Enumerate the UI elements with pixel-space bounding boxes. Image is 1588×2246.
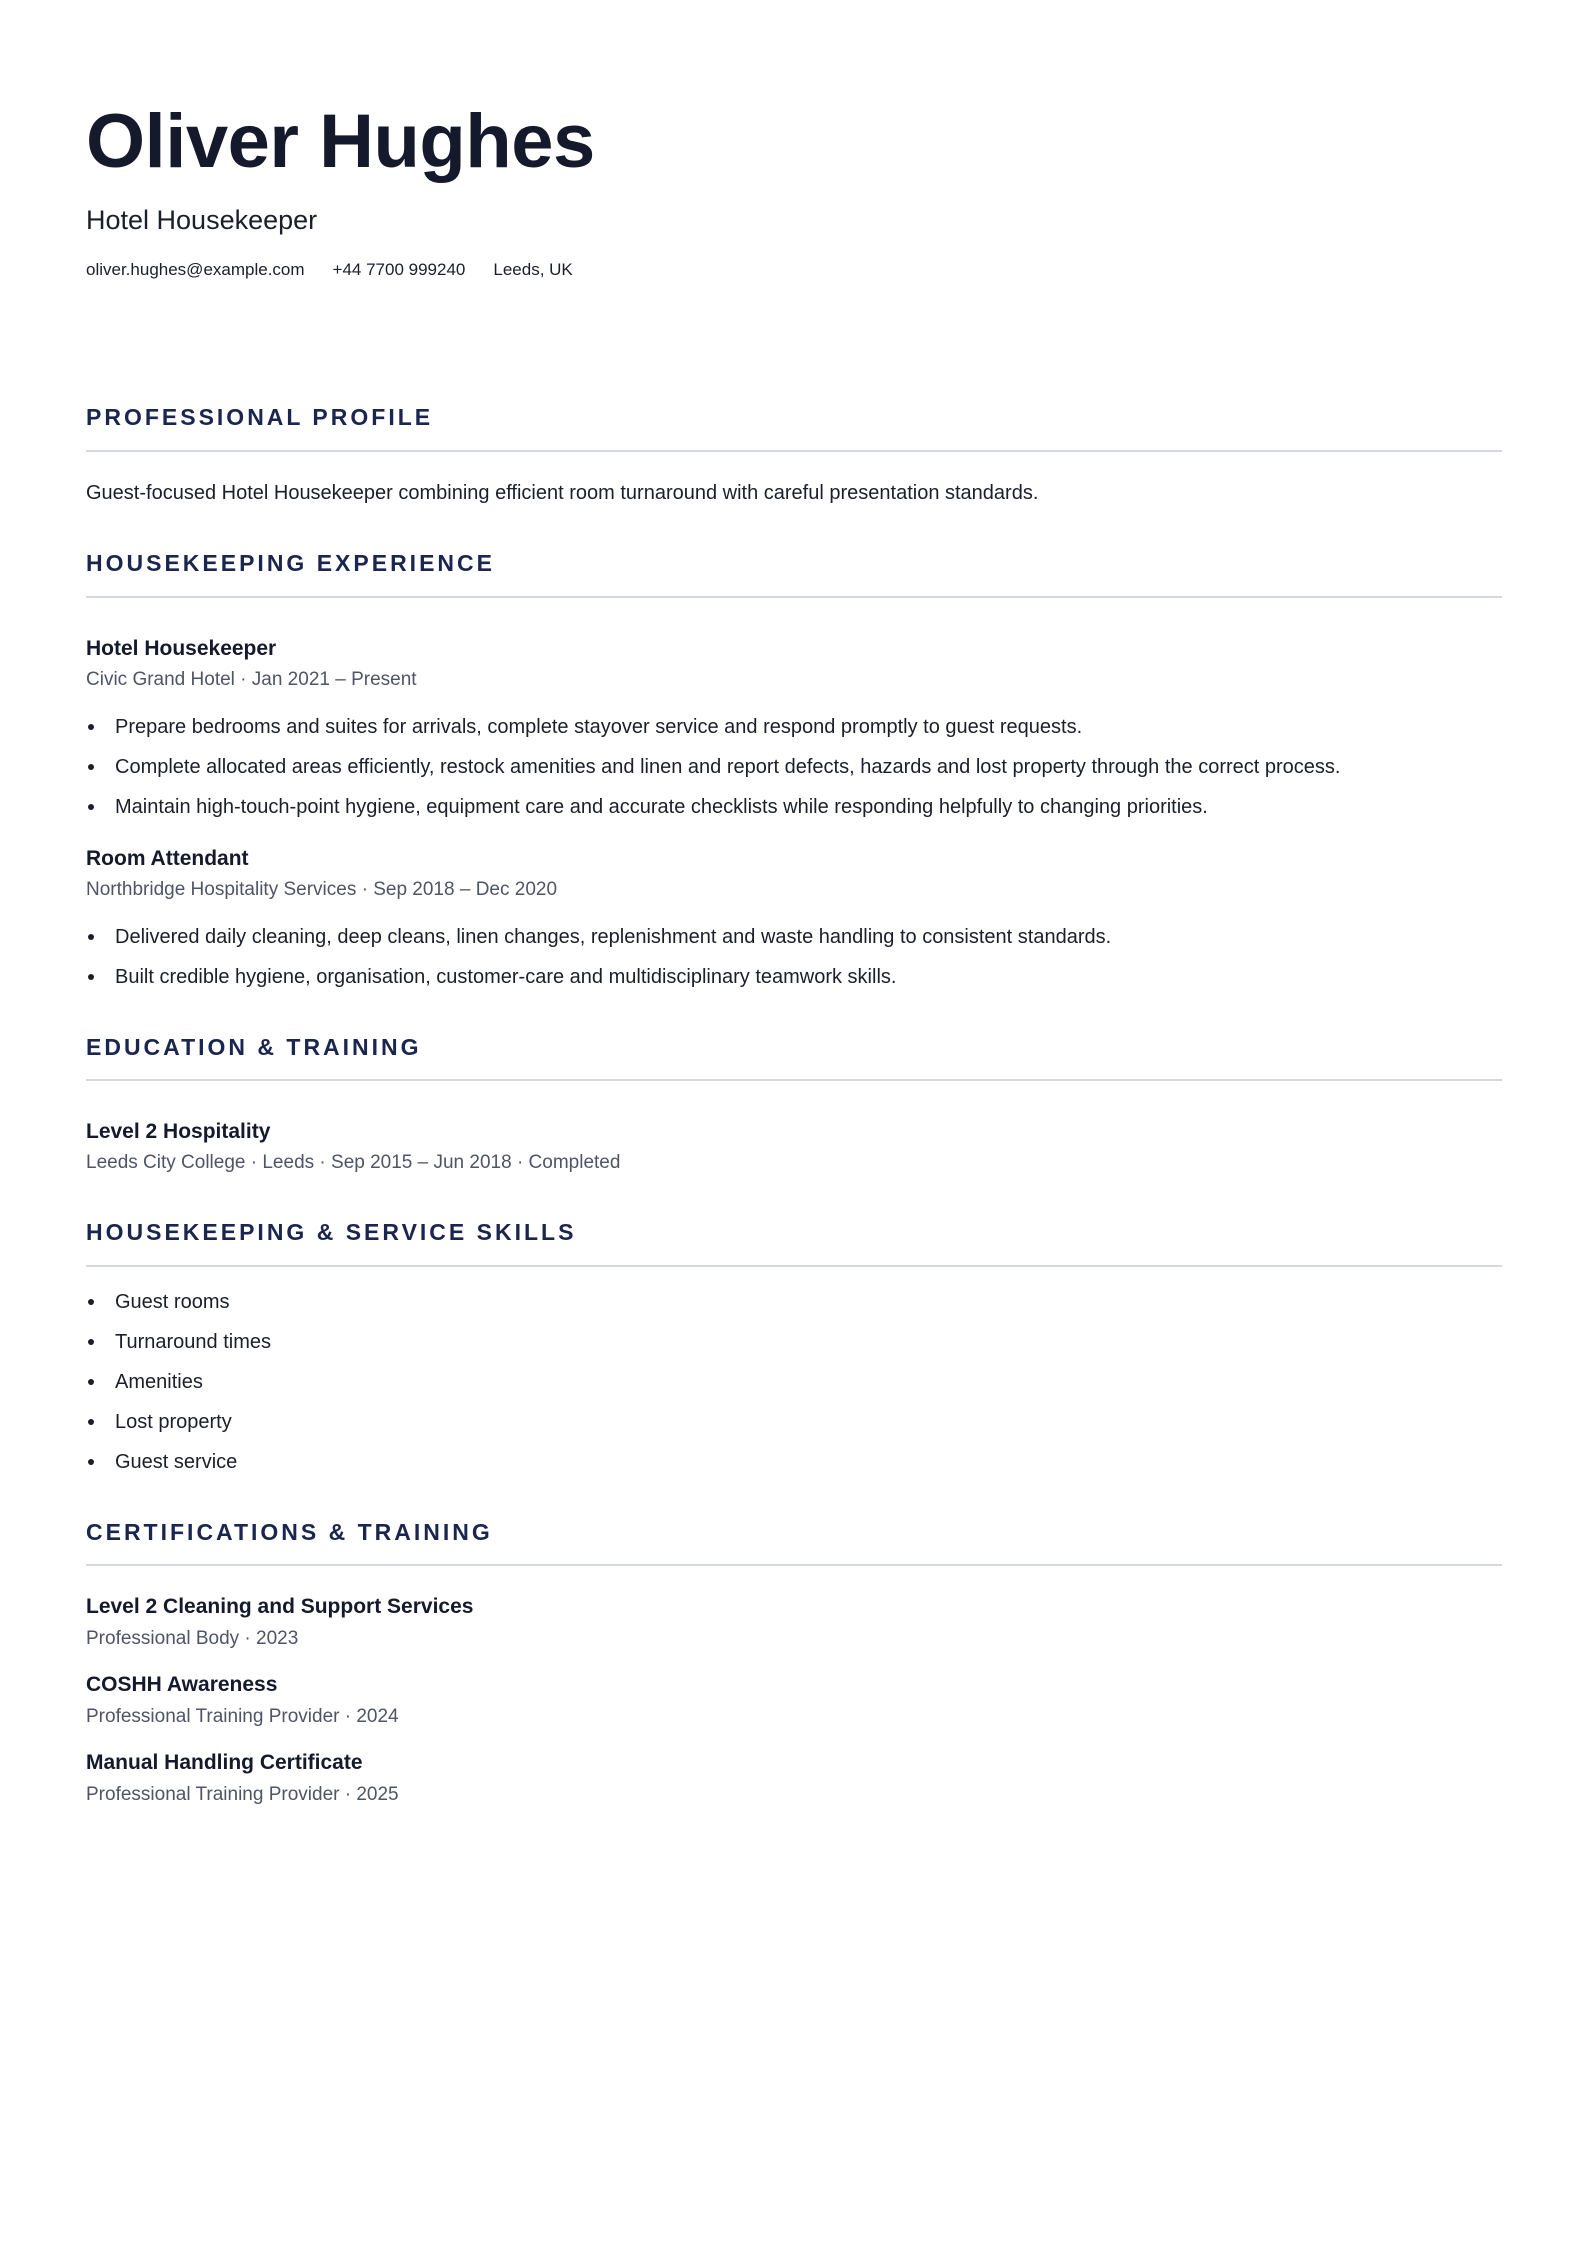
bullet-text: Delivered daily cleaning, deep cleans, linen changes, replenishment and waste handling to consistent standards.: [115, 925, 1112, 948]
list-item: [86, 1289, 1502, 1315]
profile-summary: Guest-focused Hotel Housekeeper combining efficient room turnaround with careful presentation standards.: [86, 481, 1039, 504]
contact-row: [86, 260, 1502, 280]
bullet-text: Built credible hygiene, organisation, customer-care and multidisciplinary teamwork skills.: [115, 965, 897, 988]
section-heading: PROFESSIONAL PROFILE: [86, 404, 434, 431]
bullet-icon: [88, 974, 94, 980]
bullet-text: Prepare bedrooms and suites for arrivals, complete stayover service and respond promptly to guest requests.: [115, 715, 1083, 738]
certification-title: Level 2 Cleaning and Support Services: [86, 1595, 474, 1619]
section-heading: EDUCATION & TRAINING: [86, 1033, 422, 1060]
section-heading: HOUSEKEEPING & SERVICE SKILLS: [86, 1219, 577, 1246]
experience-section: [86, 550, 1502, 990]
certification-entry: [86, 1594, 1502, 1650]
job-entry: [86, 846, 1502, 990]
resume-header: [86, 99, 1502, 280]
section-divider: [86, 1079, 1502, 1081]
contact-location: Leeds, UK: [493, 260, 573, 280]
bullet-icon: [88, 1379, 94, 1385]
education-title: Level 2 Hospitality: [86, 1120, 271, 1144]
skills-section: [86, 1219, 1502, 1475]
section-divider: [86, 450, 1502, 452]
list-item: [86, 754, 1502, 780]
list-item: [86, 924, 1502, 950]
list-item: [86, 794, 1502, 820]
certification-title: Manual Handling Certificate: [86, 1751, 363, 1775]
section-divider: [86, 1265, 1502, 1267]
bullet-text: Maintain high-touch-point hygiene, equipment care and accurate checklists while responding helpfully to changing priorities.: [115, 795, 1208, 818]
education-meta: Leeds City College · Leeds · Sep 2015 – Jun 2018 · Completed: [86, 1152, 621, 1174]
bullet-icon: [88, 1299, 94, 1305]
bullet-icon: [88, 1339, 94, 1345]
skill-text: Lost property: [115, 1410, 232, 1433]
bullet-icon: [88, 804, 94, 810]
job-bullets: [86, 924, 1502, 990]
section-heading: CERTIFICATIONS & TRAINING: [86, 1518, 493, 1545]
job-role: Hotel Housekeeper: [86, 636, 277, 660]
certification-meta: Professional Training Provider · 2024: [86, 1705, 399, 1727]
certification-meta: Professional Body · 2023: [86, 1627, 299, 1649]
certification-meta: Professional Training Provider · 2025: [86, 1783, 399, 1805]
section-divider: [86, 596, 1502, 598]
candidate-name: Oliver Hughes: [86, 99, 595, 184]
list-item: [86, 1329, 1502, 1355]
section-divider: [86, 1564, 1502, 1566]
list-item: [86, 1369, 1502, 1395]
bullet-icon: [88, 1419, 94, 1425]
bullet-icon: [88, 724, 94, 730]
skill-text: Guest rooms: [115, 1290, 230, 1313]
section-heading: HOUSEKEEPING EXPERIENCE: [86, 549, 495, 576]
candidate-title: Hotel Housekeeper: [86, 205, 318, 235]
job-entry: [86, 636, 1502, 820]
skill-text: Guest service: [115, 1450, 238, 1473]
contact-phone[interactable]: +44 7700 999240: [332, 260, 466, 280]
list-item: [86, 964, 1502, 990]
contact-email[interactable]: oliver.hughes@example.com: [86, 260, 305, 280]
certifications-section: [86, 1519, 1502, 1807]
skills-list: [86, 1289, 1502, 1475]
profile-section: [86, 404, 1502, 506]
skill-text: Turnaround times: [115, 1330, 271, 1353]
bullet-icon: [88, 764, 94, 770]
list-item: [86, 1449, 1502, 1475]
job-role: Room Attendant: [86, 846, 249, 870]
certification-entry: [86, 1750, 1502, 1806]
bullet-text: Complete allocated areas efficiently, restock amenities and linen and report defects, hazards and lost property through the correct process.: [115, 755, 1341, 778]
job-bullets: [86, 714, 1502, 820]
skill-text: Amenities: [115, 1370, 203, 1393]
list-item: [86, 714, 1502, 740]
education-entry: [86, 1119, 1502, 1175]
education-section: [86, 1034, 1502, 1176]
job-meta: Northbridge Hospitality Services · Sep 2018 – Dec 2020: [86, 878, 558, 900]
bullet-icon: [88, 934, 94, 940]
list-item: [86, 1409, 1502, 1435]
bullet-icon: [88, 1459, 94, 1465]
certification-title: COSHH Awareness: [86, 1673, 278, 1697]
job-meta: Civic Grand Hotel · Jan 2021 – Present: [86, 668, 417, 690]
certification-entry: [86, 1672, 1502, 1728]
